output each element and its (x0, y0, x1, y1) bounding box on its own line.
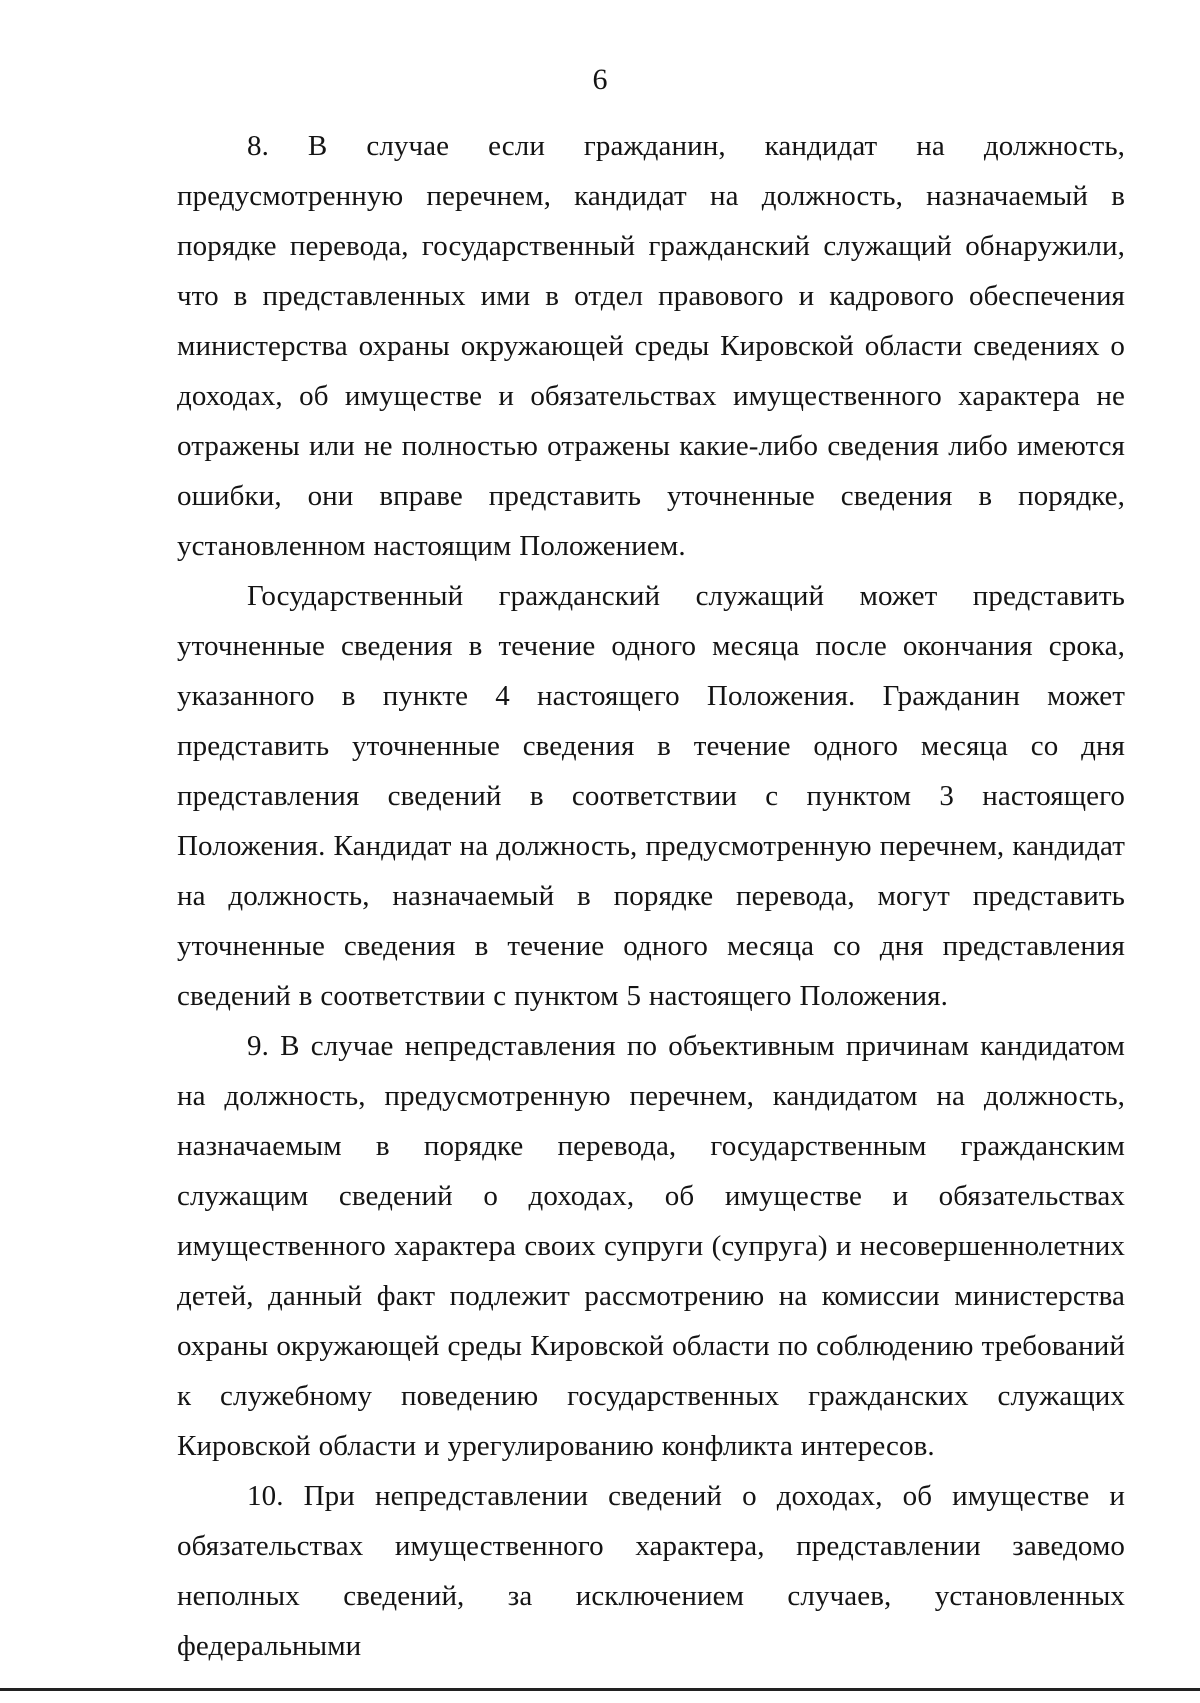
paragraph-10: 10. При непредставлении сведений о доходах, об имуществе и обязательствах имущественного характера, представлении заведомо неполных сведений, за исключением случаев, установленных федеральными (177, 1480, 1125, 1662)
document-body (177, 121, 1125, 1671)
paragraph-8-continuation: Государственный гражданский служащий может представить уточненные сведения в течение одного месяца после окончания срока, указанного в пункте 4 настоящего Положения. Гражданин может представить уточненные сведения в течение одного месяца со дня представления сведений в соответствии с пунктом 3 настоящего Положения. Кандидат на должность, предусмотренную перечнем, кандидат на должность, назначаемый в порядке перевода, могут представить уточненные сведения в течение одного месяца со дня представления сведений в соответствии с пунктом 5 настоящего Положения. (177, 580, 1125, 1012)
page-number: 6 (592, 63, 608, 96)
scan-bottom-edge-divider (0, 1688, 1200, 1691)
paragraph-8: 8. В случае если гражданин, кандидат на должность, предусмотренную перечнем, кандидат на должность, назначаемый в порядке перевода, государственный гражданский служащий обнаружили, что в представленных ими в отдел правового и кадрового обеспечения министерства охраны окружающей среды Кировской области сведениях о доходах, об имуществе и обязательствах имущественного характера не отражены или не полностью отражены какие-либо сведения либо имеются ошибки, они вправе представить уточненные сведения в порядке, установленном настоящим Положением. (177, 130, 1125, 562)
paragraph-9: 9. В случае непредставления по объективным причинам кандидатом на должность, предусмотренную перечнем, кандидатом на должность, назначаемым в порядке перевода, государственным гражданским служащим сведений о доходах, об имуществе и обязательствах имущественного характера своих супруги (супруга) и несовершеннолетних детей, данный факт подлежит рассмотрению на комиссии министерства охраны окружающей среды Кировской области по соблюдению требований к служебному поведению государственных гражданских служащих Кировской области и урегулированию конфликта интересов. (177, 1030, 1125, 1462)
